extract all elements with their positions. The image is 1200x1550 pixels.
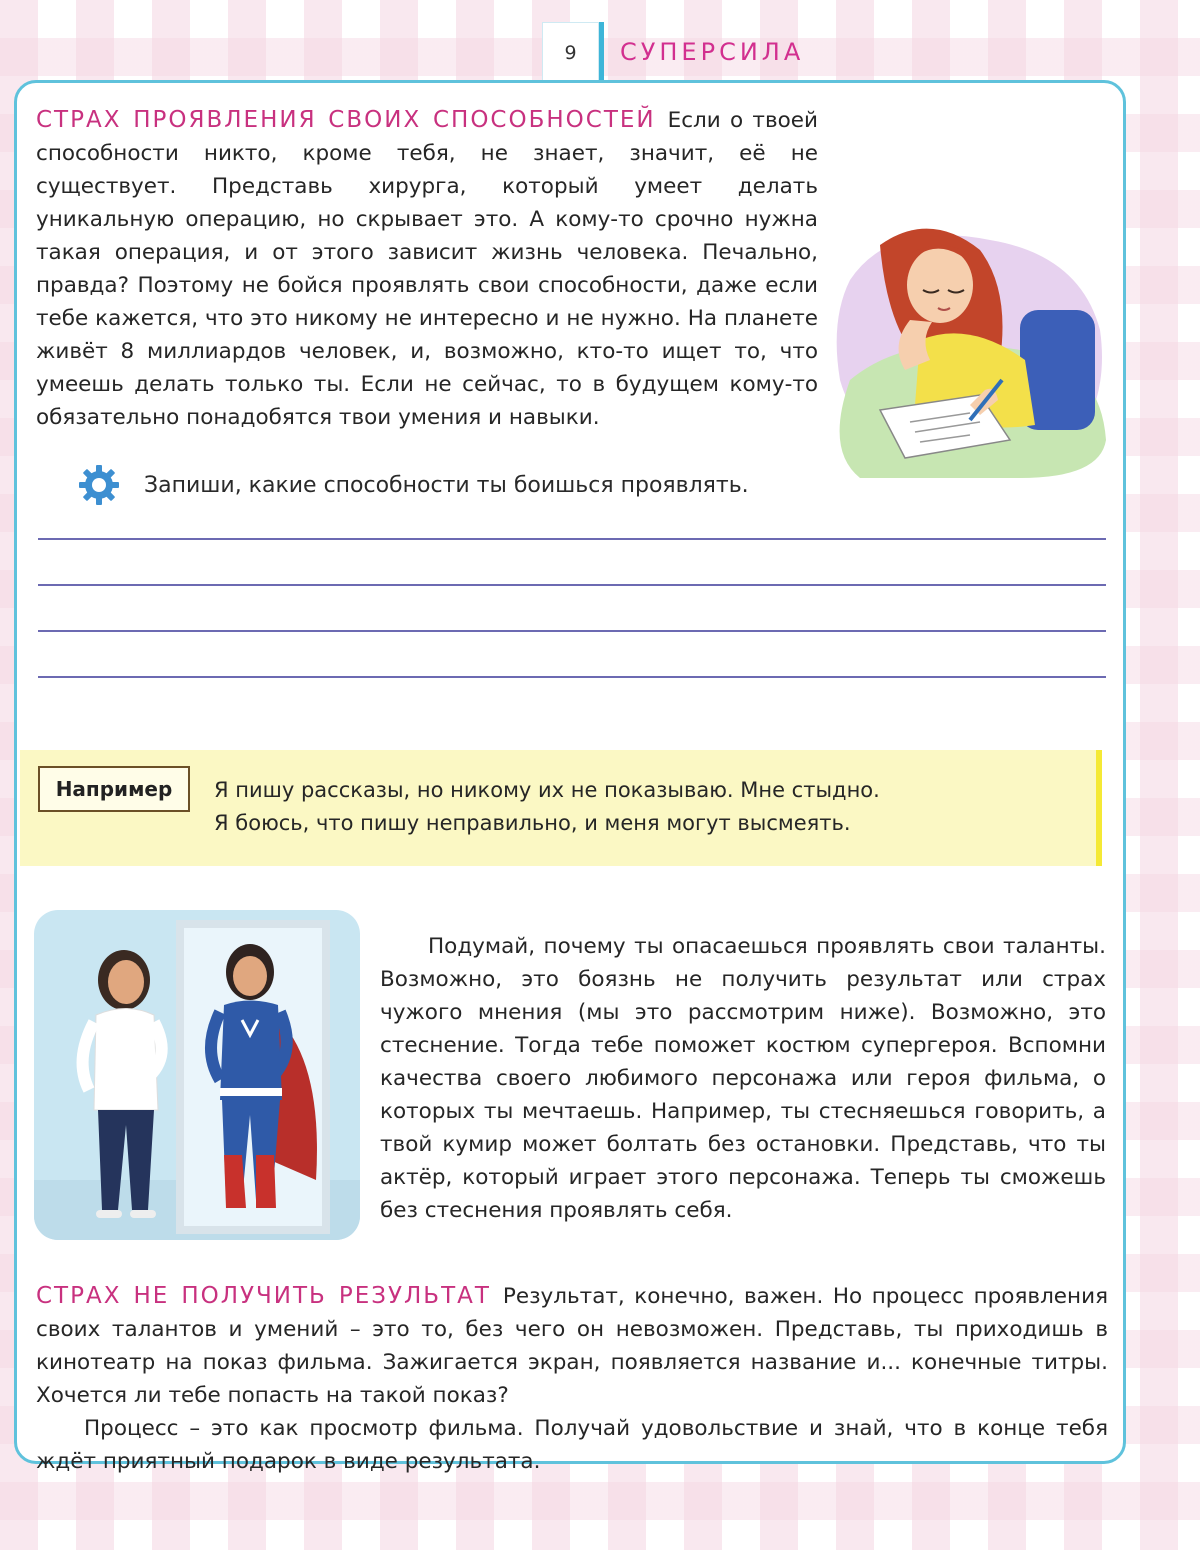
section-paragraph: Если о твоей способности никто, кроме тебя, не знает, значит, её не существует. Представь хирурга, который умеет делать уникальную операцию, но скрывает это. А кому-то срочно нужна такая операция, и от этого зависит жизнь человека. Печально, правда? Поэтому не бойся проявлять свои способности, даже если тебе кажется, что это никому не интересно и не нужно. На планете живёт 8 миллиардов человек, и, возможно, кто-то ищет то, что умеешь делать только ты. Если не сейчас, то в будущем кому-то обязательно понадобятся твои умения и навыки. bbox=[36, 108, 818, 430]
example-line-2: Я боюсь, что пишу неправильно, и меня могут высмеять. bbox=[214, 811, 851, 835]
task-label: Запиши, какие способности ты боишься проявлять. bbox=[144, 472, 749, 498]
running-title: СУПЕРСИЛА bbox=[620, 38, 805, 66]
section-heading: СТРАХ НЕ ПОЛУЧИТЬ РЕЗУЛЬТАТ bbox=[36, 1283, 491, 1309]
writing-task bbox=[78, 464, 749, 506]
answer-line-4[interactable] bbox=[38, 676, 1106, 678]
page-number: 9 bbox=[542, 22, 604, 84]
example-text bbox=[214, 774, 880, 840]
section-fear-of-no-result bbox=[36, 1280, 1108, 1478]
answer-line-2[interactable] bbox=[38, 584, 1106, 586]
answer-line-1[interactable] bbox=[38, 538, 1106, 540]
section-heading: СТРАХ ПРОЯВЛЕНИЯ СВОИХ СПОСОБНОСТЕЙ bbox=[36, 107, 656, 133]
example-line-1: Я пишу рассказы, но никому их не показываю. Мне стыдно. bbox=[214, 778, 880, 802]
girl-writing-illustration bbox=[820, 210, 1110, 480]
mirror-superhero-illustration bbox=[34, 910, 360, 1240]
section-paragraph: Результат, конечно, важен. Но процесс проявления своих талантов и умений – это то, без чего он невозможен. Представь, ты приходишь в кинотеатр на показ фильма. Зажигается экран, появляется название и... конечные титры. Хочется ли тебе попасть на такой показ? bbox=[36, 1284, 1109, 1408]
section-superhero-costume bbox=[380, 930, 1106, 1227]
answer-line-3[interactable] bbox=[38, 630, 1106, 632]
example-tag: Например bbox=[38, 766, 190, 812]
gear-icon bbox=[78, 464, 120, 506]
section-paragraph: Подумай, почему ты опасаешься проявлять свои таланты. Возможно, это боязнь не получить результат или страх чужого мнения (мы это рассмотрим ниже). Возможно, это стеснение. Тогда тебе поможет костюм супергероя. Вспомни качества своего любимого персонажа или героя фильма, о которых ты мечтаешь. Например, ты стесняешься говорить, а твой кумир может болтать без остановки. Представь, что ты актёр, который играет этого персонажа. Теперь ты сможешь без стеснения проявлять себя. bbox=[380, 934, 1106, 1223]
section-paragraph-2: Процесс – это как просмотр фильма. Получай удовольствие и знай, что в конце тебя ждёт приятный подарок в виде результата. bbox=[36, 1416, 1108, 1474]
